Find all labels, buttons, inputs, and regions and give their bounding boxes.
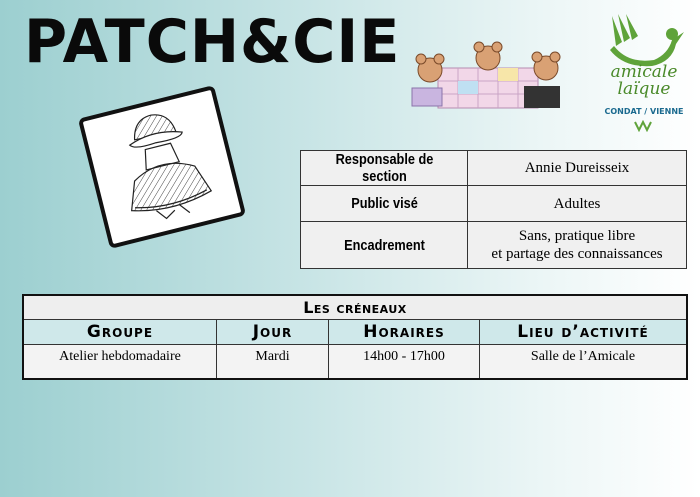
logo-text-laique: laïque <box>617 79 671 99</box>
cell-groupe: Atelier hebdomadaire <box>23 345 217 380</box>
logo-text-amicale: amicale <box>610 62 678 82</box>
info-value-line: Sans, pratique libre <box>518 228 636 244</box>
cell-jour: Mardi <box>217 345 329 380</box>
column-header-jour: Jour <box>217 320 329 345</box>
info-value-line: et partage des connaissances <box>491 246 663 262</box>
info-value: Adultes <box>468 186 687 222</box>
column-header-lieu: Lieu d’activité <box>480 320 688 345</box>
schedule-title: Les créneaux <box>23 295 687 320</box>
info-row-responsable <box>301 151 687 186</box>
table-row <box>23 345 687 380</box>
cell-horaires: 14h00 - 17h00 <box>329 345 480 380</box>
info-row-encadrement <box>301 222 687 269</box>
patchwork-girl-illustration <box>78 85 246 249</box>
info-label: Responsable de section <box>313 151 455 186</box>
info-row-public <box>301 186 687 222</box>
column-header-horaires: Horaires <box>329 320 480 345</box>
logo-text-condat-vienne: CONDAT / VIENNE <box>604 107 684 116</box>
info-value <box>468 222 687 269</box>
schedule-table <box>22 294 688 380</box>
info-value: Annie Dureisseix <box>468 151 687 186</box>
amicale-laique-logo <box>598 14 690 136</box>
schedule-title-row <box>23 295 687 320</box>
info-label: Encadrement <box>313 222 455 269</box>
section-info-table <box>300 150 687 269</box>
info-label: Public visé <box>313 186 455 222</box>
page-title: PATCH&CIE <box>24 7 401 77</box>
schedule-header-row <box>23 320 687 345</box>
teddy-bears-illustration <box>408 40 568 112</box>
column-header-groupe: Groupe <box>23 320 217 345</box>
cell-lieu: Salle de l’Amicale <box>480 345 688 380</box>
